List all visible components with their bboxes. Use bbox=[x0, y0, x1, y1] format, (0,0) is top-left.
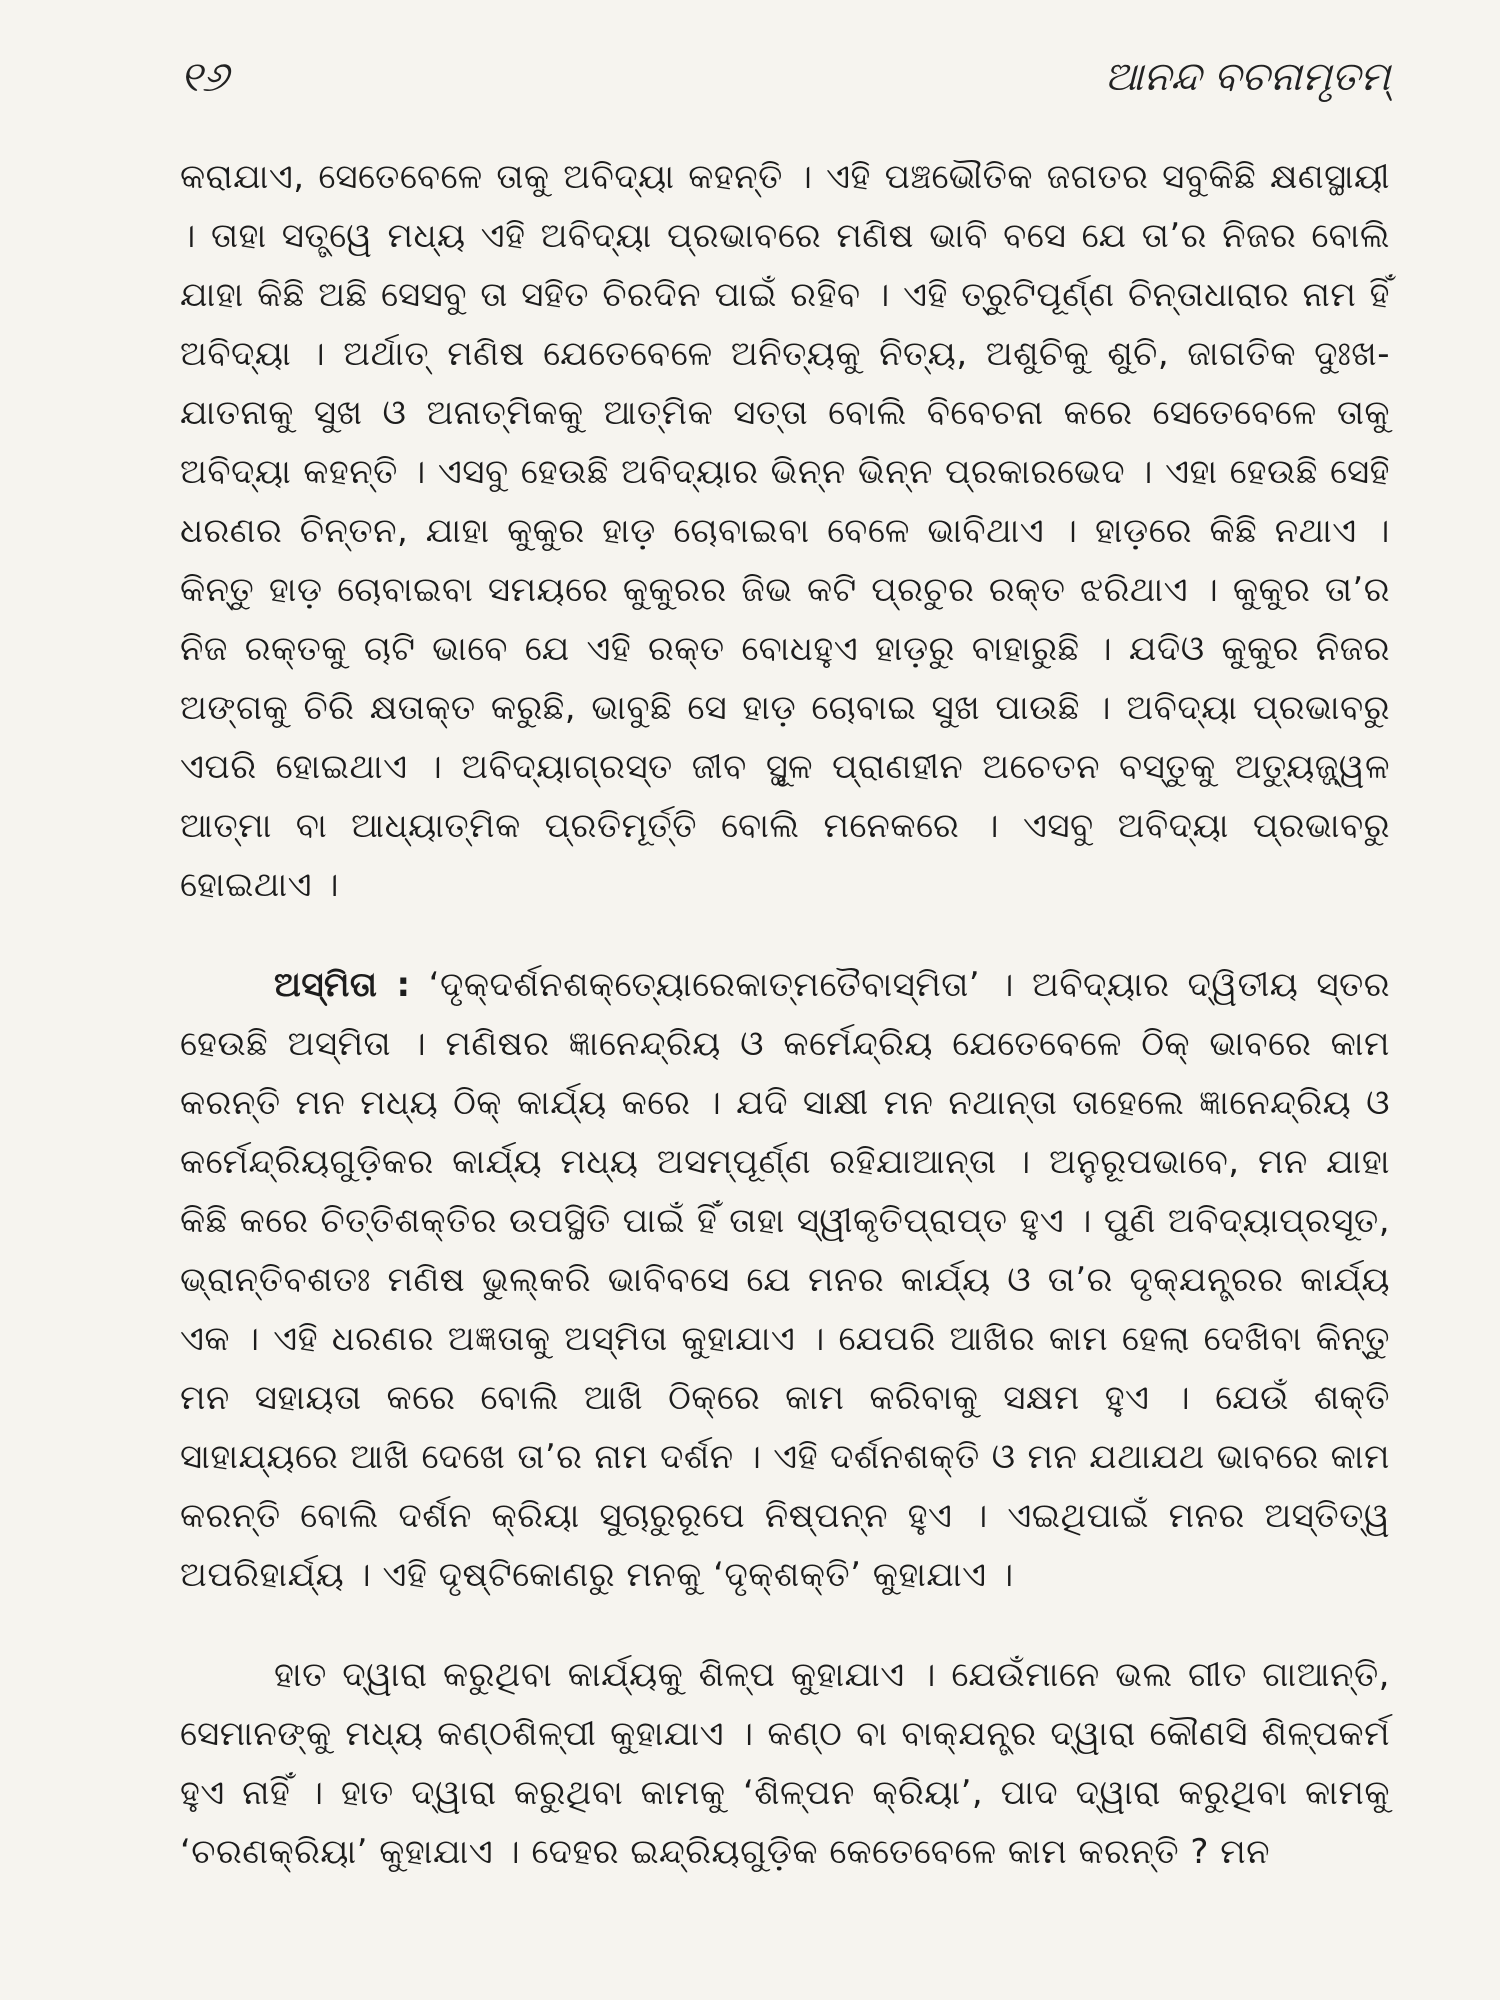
paragraph-shilpa bbox=[180, 1646, 1390, 1882]
body-text bbox=[180, 148, 1390, 1882]
page-header bbox=[180, 42, 1390, 112]
running-title: ଆନନ୍ଦ ବଚନାମୃତମ୍ bbox=[1104, 54, 1390, 100]
paragraph-avidya bbox=[180, 148, 1390, 915]
paragraph-text: କରାଯାଏ, ସେତେବେଳେ ତାକୁ ଅବିଦ୍ୟା କହନ୍ତି । ଏହି ପଞ୍ଚଭୌତିକ ଜଗତର ସବୁକିଛି କ୍ଷଣସ୍ଥାୟୀ । ତାହା ସତ୍ତ୍ୱେ ମଧ୍ୟ ଏହି ଅବିଦ୍ୟା ପ୍ରଭାବରେ ମଣିଷ ଭାବି ବସେ ଯେ ତା’ର ନିଜର ବୋଲି ଯାହା କିଛି ଅଛି ସେସବୁ ତା ସହିତ ଚିରଦିନ ପାଇଁ ରହିବ । ଏହି ତ୍ରୁଟିପୂର୍ଣ୍ଣ ଚିନ୍ତାଧାରାର ନାମ ହିଁ ଅବିଦ୍ୟା । ଅର୍ଥାତ୍ ମଣିଷ ଯେତେବେଳେ ଅନିତ୍ୟକୁ ନିତ୍ୟ, ଅଶୁଚିକୁ ଶୁଚି, ଜାଗତିକ ଦୁଃଖ-ଯାତନାକୁ ସୁଖ ଓ ଅନାତ୍ମିକକୁ ଆତ୍ମିକ ସତ୍ତା ବୋଲି ବିବେଚନା କରେ ସେତେବେଳେ ତାକୁ ଅବିଦ୍ୟା କହନ୍ତି । ଏସବୁ ହେଉଛି ଅବିଦ୍ୟାର ଭିନ୍ନ ଭିନ୍ନ ପ୍ରକାରଭେଦ । ଏହା ହେଉଛି ସେହି ଧରଣର ଚିନ୍ତନ, ଯାହା କୁକୁର ହାଡ଼ ଚୋବାଇବା ବେଳେ ଭାବିଥାଏ । ହାଡ଼ରେ କିଛି ନଥାଏ । କିନ୍ତୁ ହାଡ଼ ଚୋବାଇବା ସମୟରେ କୁକୁରର ଜିଭ କଟି ପ୍ରଚୁର ରକ୍ତ ଝରିଥାଏ । କୁକୁର ତା’ର ନିଜ ରକ୍ତକୁ ଚାଟି ଭାବେ ଯେ ଏହି ରକ୍ତ ବୋଧହୁଏ ହାଡ଼ରୁ ବାହାରୁଛି । ଯଦିଓ କୁକୁର ନିଜର ଅଙ୍ଗକୁ ଚିରି କ୍ଷତାକ୍ତ କରୁଛି, ଭାବୁଛି ସେ ହାଡ଼ ଚୋବାଇ ସୁଖ ପାଉଛି । ଅବିଦ୍ୟା ପ୍ରଭାବରୁ ଏପରି ହୋଇଥାଏ । ଅବିଦ୍ୟାଗ୍ରସ୍ତ ଜୀବ ସ୍ଥୂଳ ପ୍ରାଣହୀନ ଅଚେତନ ବସ୍ତୁକୁ ଅତ୍ୟୁଜ୍ଜ୍ୱଳ ଆତ୍ମା ବା ଆଧ୍ୟାତ୍ମିକ ପ୍ରତିମୂର୍ତ୍ତି ବୋଲି ମନେକରେ । ଏସବୁ ଅବିଦ୍ୟା ପ୍ରଭାବରୁ ହୋଇଥାଏ । bbox=[180, 157, 1390, 905]
paragraph-text: ‘ଦୃକ୍‌ଦର୍ଶନଶକ୍ତ୍ୟୋରେକାତ୍ମତୈବାସ୍ମିତା’ । ଅବିଦ୍ୟାର ଦ୍ୱିତୀୟ ସ୍ତର ହେଉଛି ଅସ୍ମିତା । ମଣିଷର ଜ୍ଞାନେନ୍ଦ୍ରିୟ ଓ କର୍ମେନ୍ଦ୍ରିୟ ଯେତେବେଳେ ଠିକ୍ ଭାବରେ କାମ କରନ୍ତି ମନ ମଧ୍ୟ ଠିକ୍ କାର୍ଯ୍ୟ କରେ । ଯଦି ସାକ୍ଷୀ ମନ ନଥାନ୍ତା ତାହେଲେ ଜ୍ଞାନେନ୍ଦ୍ରିୟ ଓ କର୍ମେନ୍ଦ୍ରିୟଗୁଡ଼ିକର କାର୍ଯ୍ୟ ମଧ୍ୟ ଅସମ୍ପୂର୍ଣ୍ଣ ରହିଯାଆନ୍ତା । ଅନୁରୂପଭାବେ, ମନ ଯାହା କିଛି କରେ ଚିତ୍ତିଶକ୍ତିର ଉପସ୍ଥିତି ପାଇଁ ହିଁ ତାହା ସ୍ୱୀକୃତିପ୍ରାପ୍ତ ହୁଏ । ପୁଣି ଅବିଦ୍ୟାପ୍ରସୂତ, ଭ୍ରାନ୍ତିବଶତଃ ମଣିଷ ଭୁଲ୍‌କରି ଭାବିବସେ ଯେ ମନର କାର୍ଯ୍ୟ ଓ ତା’ର ଦୃକ୍‌ଯନ୍ତ୍ରର କାର୍ଯ୍ୟ ଏକ । ଏହି ଧରଣର ଅଜ୍ଞତାକୁ ଅସ୍ମିତା କୁହାଯାଏ । ଯେପରି ଆଖିର କାମ ହେଲା ଦେଖିବା କିନ୍ତୁ ମନ ସହାୟତା କରେ ବୋଲି ଆଖି ଠିକ୍‌ରେ କାମ କରିବାକୁ ସକ୍ଷମ ହୁଏ । ଯେଉଁ ଶକ୍ତି ସାହାଯ୍ୟରେ ଆଖି ଦେଖେ ତା’ର ନାମ ଦର୍ଶନ । ଏହି ଦର୍ଶନଶକ୍ତି ଓ ମନ ଯଥାଯଥ ଭାବରେ କାମ କରନ୍ତି ବୋଲି ଦର୍ଶନ କ୍ରିୟା ସୁଚାରୁରୂପେ ନିଷ୍ପନ୍ନ ହୁଏ । ଏଇଥିପାଇଁ ମନର ଅସ୍ତିତ୍ୱ ଅପରିହାର୍ଯ୍ୟ । ଏହି ଦୃଷ୍ଟିକୋଣରୁ ମନକୁ ‘ଦୃକ୍‌ଶକ୍ତି’ କୁହାଯାଏ । bbox=[180, 965, 1390, 1595]
paragraph-asmita bbox=[180, 956, 1390, 1605]
section-term: ଅସ୍ମିତା : bbox=[274, 965, 411, 1005]
page-number: ୧୬ bbox=[180, 52, 229, 101]
paragraph-text: ହାତ ଦ୍ୱାରା କରୁଥିବା କାର୍ଯ୍ୟକୁ ଶିଳ୍ପ କୁହାଯାଏ । ଯେଉଁମାନେ ଭଲ ଗୀତ ଗାଆନ୍ତି, ସେମାନଙ୍କୁ ମଧ୍ୟ କଣ୍ଠଶିଳ୍ପୀ କୁହାଯାଏ । କଣ୍ଠ ବା ବାକ୍‌ଯନ୍ତ୍ର ଦ୍ୱାରା କୌଣସି ଶିଳ୍ପକର୍ମ ହୁଏ ନାହିଁ । ହାତ ଦ୍ୱାରା କରୁଥିବା କାମକୁ ‘ଶିଳ୍ପନ କ୍ରିୟା’, ପାଦ ଦ୍ୱାରା କରୁଥିବା କାମକୁ ‘ଚରଣକ୍ରିୟା’ କୁହାଯାଏ । ଦେହର ଇନ୍ଦ୍ରିୟଗୁଡ଼ିକ କେତେବେଳେ କାମ କରନ୍ତି ? ମନ bbox=[180, 1655, 1390, 1872]
